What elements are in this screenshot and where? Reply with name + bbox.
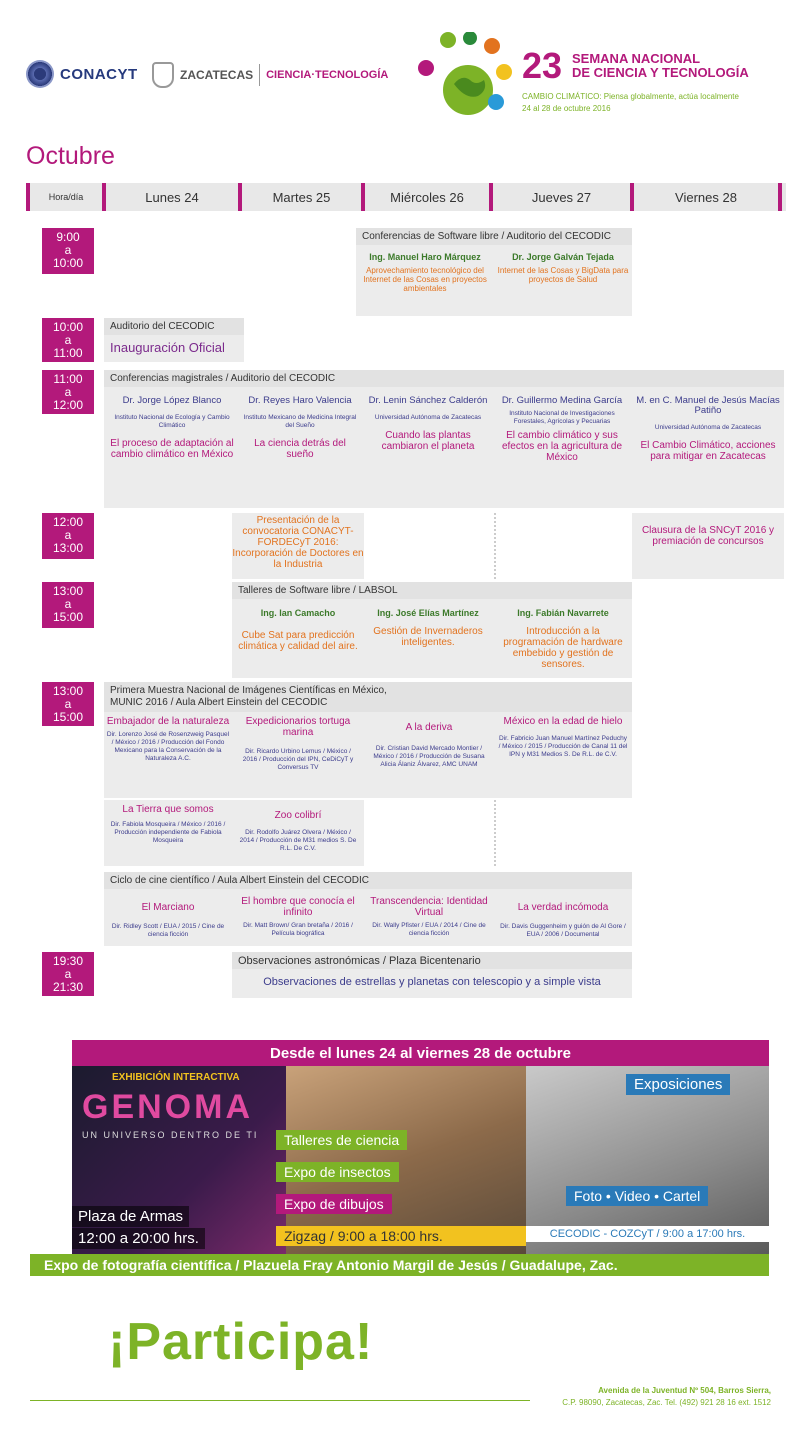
film-credits: Dir. Rodolfo Juárez Olvera / México / 2014 / Producción de M31 medios S. De R.L. De C.V.: [239, 829, 357, 852]
speaker-name: Dr. Jorge Galván Tejada: [512, 252, 614, 262]
speaker-name: Dr. Jorge López Blanco: [122, 395, 222, 406]
film-title: Transcendencia: Identidad Virtual: [370, 896, 488, 918]
section-header: [104, 682, 632, 712]
time-label-2: 10:00 a 11:00: [42, 318, 94, 362]
time-label-6: 13:00 a 15:00: [42, 682, 94, 726]
section-header: Auditorio del CECODIC: [104, 318, 244, 335]
film-item: [106, 902, 230, 939]
conference-item: [358, 252, 492, 293]
film-item: [238, 716, 358, 772]
speaker-name: Ing. José Elías Martínez: [377, 608, 479, 618]
inauguration-title: Inauguración Oficial: [110, 340, 225, 355]
semana-title: [572, 52, 749, 80]
film-credits: Dir. Davis Guggenheim y guión de Al Gore / EUA / 2006 / Documental: [500, 923, 626, 938]
insectos-label: Expo de insectos: [276, 1162, 399, 1182]
section-header: Conferencias de Software libre / Auditorio del CECODIC: [356, 228, 632, 245]
footer-line: [30, 1400, 530, 1401]
speaker-name: Ing. Fabián Navarrete: [517, 608, 609, 618]
workshop-item: [496, 608, 630, 670]
film-item: [368, 896, 490, 938]
workshop-item: [366, 608, 490, 648]
closing-title: Clausura de la SNCyT 2016 y premiación de concursos: [641, 525, 775, 547]
talk-title: La ciencia detrás del sueño: [254, 438, 346, 460]
keynote-item: [498, 396, 626, 463]
hour-day-header: Hora/día: [26, 183, 106, 211]
exhibition-label: EXHIBICIÓN INTERACTIVA: [112, 1072, 240, 1083]
film-title: Zoo colibrí: [274, 810, 322, 821]
closing-block: [632, 513, 784, 579]
film-title: La Tierra que somos: [122, 804, 214, 815]
film-item: [498, 902, 628, 939]
section-header: Conferencias magistrales / Auditorio del CECODIC: [104, 370, 784, 387]
talk-title: Aprovechamiento tecnológico del Internet de las Cosas en proyectos ambientales: [363, 266, 487, 293]
participa-headline: ¡Participa!: [108, 1313, 374, 1371]
speaker-name: Dr. Lenin Sánchez Calderón: [368, 395, 488, 406]
inauguration-block: [104, 318, 244, 362]
semana-title-line2: DE CIENCIA Y TECNOLOGÍA: [572, 65, 749, 80]
film-credits: Dir. Cristian David Mercado Montier / México / 2016 / Producción de Susana Alicia Álaniz Álvarez, AMC UNAM: [373, 745, 485, 768]
conference-item: [496, 252, 630, 284]
speaker-name: Dr. Guillermo Medina García: [501, 395, 623, 406]
time-label-3: 11:00 a 12:00: [42, 370, 94, 414]
semana-title-line1: SEMANA NACIONAL: [572, 51, 701, 66]
banner-photo-expo: Expo de fotografía científica / Plazuela Fray Antonio Margil de Jesús / Guadalupe, Zac.: [30, 1254, 769, 1276]
plaza-time: 12:00 a 20:00 hrs.: [72, 1228, 205, 1249]
speaker-name: Dr. Reyes Haro Valencia: [248, 395, 352, 406]
keynote-item: [366, 396, 490, 452]
talk-title: El cambio climático y sus efectos en la agricultura de México: [501, 430, 623, 463]
film-item: [368, 722, 490, 769]
speaker-name: M. en C. Manuel de Jesús Macías Patiño: [636, 395, 780, 416]
keynote-item: [108, 396, 236, 460]
film-title: Embajador de la naturaleza: [106, 716, 230, 727]
film-item: [498, 716, 628, 759]
thursday-header: Jueves 27: [493, 183, 634, 211]
talleres-label: Talleres de ciencia: [276, 1130, 407, 1150]
institution: Universidad Autónoma de Zacatecas: [654, 424, 762, 431]
conacyt-logo: [26, 60, 138, 88]
zigzag-label: Zigzag / 9:00 a 18:00 hrs.: [276, 1226, 526, 1246]
time-label-5: 13:00 a 15:00: [42, 582, 94, 628]
ciencia-tecnologia-label: CIENCIA·TECNOLOGÍA: [266, 69, 389, 81]
convocatoria-title: Presentación de la convocatoria CONACYT-FORDECyT 2016: Incorporación de Doctores en la Industria: [232, 515, 364, 570]
workshop-title: Cube Sat para predicción climática y calidad del aire.: [238, 630, 358, 652]
section-header: Observaciones astronómicas / Plaza Bicentenario: [232, 952, 632, 969]
institution: Instituto Mexicano de Medicina Integral del Sueño: [243, 414, 357, 429]
genoma-title: GENOMA: [82, 1088, 253, 1126]
film-credits: Dir. Lorenzo José de Rosenzweig Pasquel / México / 2016 / Producción del Fondo Mexicano para la Conservación de la Naturaleza A.C.: [106, 731, 230, 762]
institution: Universidad Autónoma de Zacatecas: [374, 414, 482, 421]
foto-video-cartel-label: Foto • Video • Cartel: [566, 1186, 708, 1206]
talk-title: El Cambio Climático, acciones para mitigar en Zacatecas: [640, 440, 776, 462]
zacatecas-label: ZACATECAS: [180, 68, 254, 82]
astronomy-desc: Observaciones de estrellas y planetas con telescopio y a simple vista: [263, 976, 601, 988]
semana-subtitle: CAMBIO CLIMÁTICO: Piensa globalmente, actúa localmente: [522, 92, 739, 101]
workshops-photo-panel: [286, 1066, 526, 1254]
logo-divider: [259, 64, 260, 86]
address-line1: Avenida de la Juventud Nº 504, Barros Sierra,: [598, 1386, 771, 1395]
conacyt-label: CONACYT: [60, 65, 138, 83]
talk-title: El proceso de adaptación al cambio climático en México: [110, 438, 234, 460]
speaker-name: Ing. Ian Camacho: [260, 608, 336, 618]
conacyt-emblem-icon: [26, 60, 54, 88]
software-conferences-block: [356, 228, 632, 316]
wednesday-header: Miércoles 26: [365, 183, 493, 211]
talk-title: Internet de las Cosas y BigData para proyectos de Salud: [497, 266, 629, 284]
film-credits: Dir. Fabiola Mosqueira / México / 2016 / Producción independiente de Fabiola Mosqueira: [110, 821, 226, 844]
time-label-4: 12:00 a 13:00: [42, 513, 94, 559]
semana-number: 23: [522, 45, 563, 86]
workshop-title: Gestión de Invernaderos inteligentes.: [373, 626, 483, 648]
institution: Instituto Nacional de Ecología y Cambio Climático: [114, 414, 230, 429]
address-line2: C.P. 98090, Zacatecas, Zac. Tel. (492) 921 28 16 ext. 1512: [562, 1398, 771, 1407]
film-credits: Dir. Fabricio Juan Manuel Martínez Peduchy / México / 2015 / Producción de Canal 11 del IPN y M31 Medios S. De R.L. de C.V.: [498, 735, 628, 758]
zacatecas-seal-icon: [152, 62, 174, 88]
friday-header: Viernes 28: [634, 183, 782, 211]
dibujos-label: Expo de dibujos: [276, 1194, 392, 1214]
film-credits: Dir. Wally Pfister / EUA / 2014 / Cine de ciencia ficción: [372, 922, 486, 937]
film-item: [106, 804, 230, 845]
speaker-name: Ing. Manuel Haro Márquez: [369, 252, 481, 262]
exhibitions-photo-panel: [526, 1066, 769, 1254]
workshop-title: Introducción a la programación de hardware embebido y gestión de sensores.: [503, 626, 623, 670]
monday-header: Lunes 24: [106, 183, 242, 211]
section-header: Talleres de Software libre / LABSOL: [232, 582, 632, 599]
munic-header-line1: Primera Muestra Nacional de Imágenes Científicas en México,: [110, 685, 387, 696]
film-credits: Dir. Ricardo Urbino Lemus / México / 2016 / Producción del IPN, CeDiCyT y Conversus TV: [242, 748, 354, 771]
keynote-item: [240, 396, 360, 460]
astronomy-block: [232, 952, 632, 998]
banner-dates: Desde el lunes 24 al viernes 28 de octubre: [72, 1040, 769, 1066]
tuesday-header: Martes 25: [242, 183, 365, 211]
dotted-divider: [494, 800, 496, 866]
genoma-subtitle: UN UNIVERSO DENTRO DE TI: [82, 1130, 259, 1140]
section-header: Ciclo de cine científico / Aula Albert Einstein del CECODIC: [104, 872, 632, 889]
film-item: [238, 810, 358, 853]
semana-dates: 24 al 28 de octubre 2016: [522, 104, 611, 113]
cecodic-time: CECODIC - COZCyT / 9:00 a 17:00 hrs.: [526, 1226, 769, 1242]
time-label-7: 19:30 a 21:30: [42, 952, 94, 996]
film-title: A la deriva: [405, 722, 453, 733]
institution: Instituto Nacional de Investigaciones Forestales, Agrícolas y Pecuarias: [509, 410, 615, 425]
plaza-label: Plaza de Armas: [72, 1206, 189, 1227]
day-header-row: [26, 183, 786, 211]
film-item: [106, 716, 230, 763]
month-title: Octubre: [26, 142, 115, 170]
genoma-panel: [72, 1066, 286, 1254]
film-title: El Marciano: [141, 902, 195, 913]
film-credits: Dir. Matt Brown/ Gran bretaña / 2016 / Película biográfica: [243, 922, 353, 937]
keynote-item: [636, 396, 780, 462]
film-title: La verdad incómoda: [517, 902, 609, 913]
film-title: Expedicionarios tortuga marina: [245, 716, 351, 738]
exposiciones-label: Exposiciones: [626, 1074, 730, 1095]
film-title: México en la edad de hielo: [503, 716, 623, 727]
workshop-item: [236, 608, 360, 652]
zacatecas-logo: [152, 62, 388, 88]
dotted-divider: [494, 513, 496, 579]
globe-icon: [418, 32, 518, 118]
film-title: El hombre que conocía el infinito: [241, 896, 355, 918]
film-credits: Dir. Ridley Scott / EUA / 2015 / Cine de ciencia ficción: [111, 923, 225, 938]
film-item: [238, 896, 358, 938]
convocatoria-block: [232, 513, 364, 579]
time-label-1: 9:00 a 10:00: [42, 228, 94, 274]
talk-title: Cuando las plantas cambiaron el planeta: [381, 430, 475, 452]
munic-header-line2: MUNIC 2016 / Aula Albert Einstein del CECODIC: [110, 697, 328, 708]
